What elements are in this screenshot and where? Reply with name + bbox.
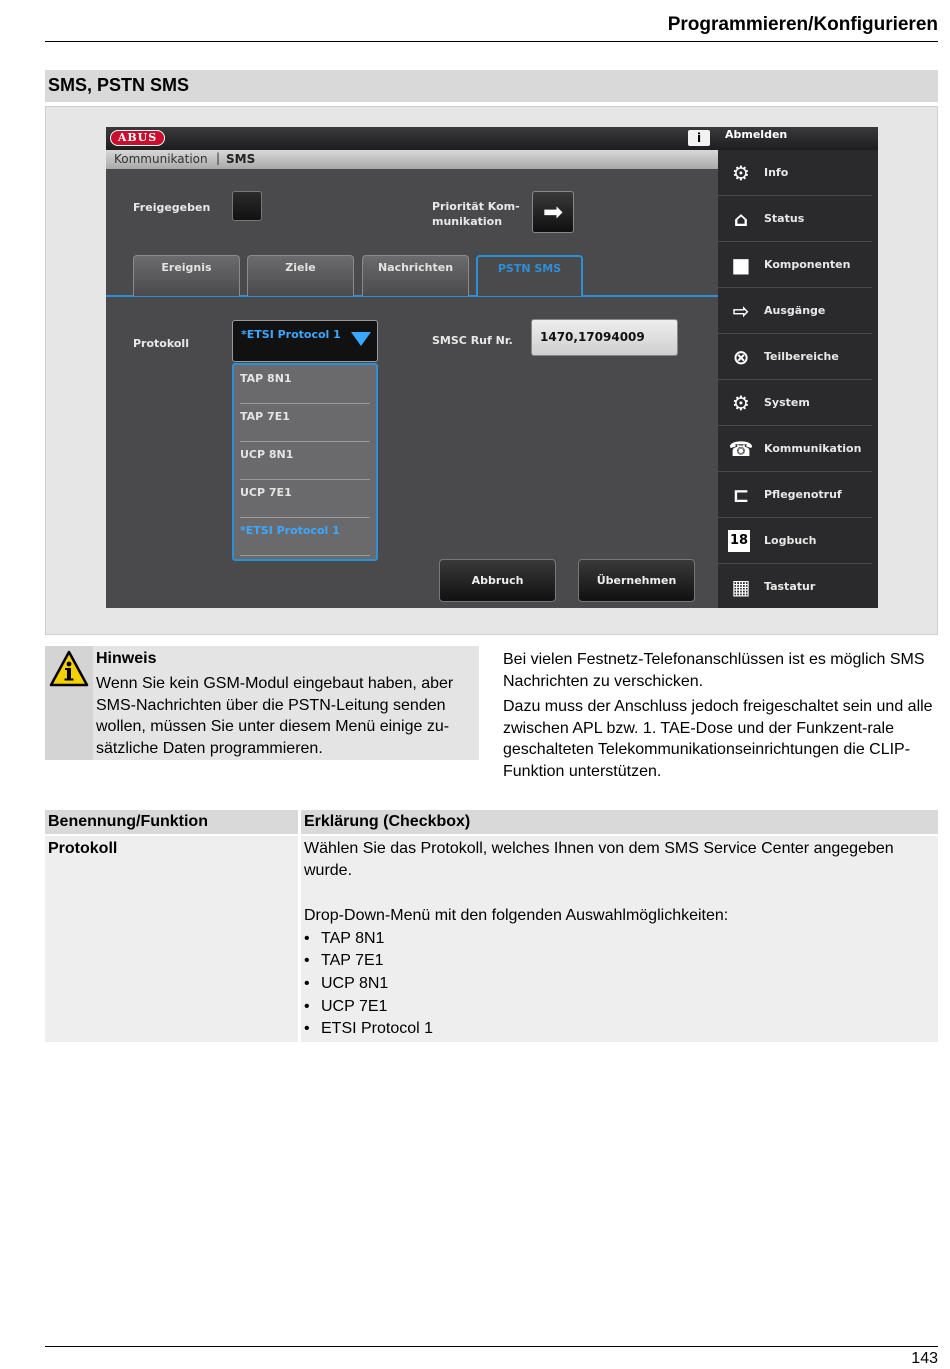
chapter-title: Programmieren/Konfigurieren bbox=[667, 14, 938, 35]
section-title-bar bbox=[45, 70, 938, 102]
sidebar-item-label: Ausgänge bbox=[764, 304, 826, 317]
bed-icon: ⊏ bbox=[732, 483, 750, 507]
tab-nachrichten[interactable]: Nachrichten bbox=[362, 255, 469, 296]
breadcrumb bbox=[106, 150, 718, 169]
abus-logo: ABUS bbox=[110, 130, 165, 146]
table-cell-explanation bbox=[301, 836, 938, 1042]
house-icon: ⌂ bbox=[733, 207, 749, 231]
sidebar-item-label: Info bbox=[764, 166, 789, 179]
sidebar-item-status[interactable] bbox=[718, 196, 872, 242]
square-icon: ■ bbox=[731, 253, 751, 277]
tab-pstn-sms[interactable]: PSTN SMS bbox=[476, 255, 583, 296]
priority-label: Priorität Kom- munikation bbox=[432, 200, 520, 228]
info-paragraph-2: Dazu muss der Anschluss jedoch freigeschaltet sein und alle zwischen APL bzw. 1. TAE-Dose und der Funkzent-rale geschalteten Telekommunikationseinrichtungen die CLIP-Funktion unterstützen. bbox=[503, 698, 933, 780]
smsc-number-input[interactable]: 1470,17094009 bbox=[531, 319, 678, 356]
apply-button[interactable]: Übernehmen bbox=[578, 559, 695, 602]
table-header-explanation: Erklärung (Checkbox) bbox=[301, 810, 938, 834]
calendar-icon: 18 bbox=[728, 530, 750, 552]
protocol-option-etsi-protocol-1[interactable]: *ETSI Protocol 1 bbox=[240, 518, 370, 556]
table-header-name: Benennung/Funktion bbox=[45, 810, 298, 834]
list-item: • TAP 7E1 bbox=[304, 950, 935, 973]
chevron-down-icon bbox=[351, 332, 371, 346]
list-item: • ETSI Protocol 1 bbox=[304, 1018, 935, 1041]
note-heading: Hinweis bbox=[96, 650, 157, 667]
sidebar-item-komponenten[interactable] bbox=[718, 242, 872, 288]
sidebar-item-kommunikation[interactable] bbox=[718, 426, 872, 472]
sidebar-item-label: Status bbox=[764, 212, 805, 225]
list-item: • TAP 8N1 bbox=[304, 928, 935, 951]
smsc-label: SMSC Ruf Nr. bbox=[432, 334, 513, 347]
sidebar-item-label: Kommunikation bbox=[764, 442, 862, 455]
protocol-select[interactable] bbox=[232, 320, 378, 362]
sidebar-item-logbuch[interactable] bbox=[718, 518, 872, 564]
protocol-selected-value: *ETSI Protocol 1 bbox=[241, 328, 341, 341]
sidebar-item-label: Komponenten bbox=[764, 258, 851, 271]
sidebar-item-label: System bbox=[764, 396, 810, 409]
tab-ereignis[interactable]: Ereignis bbox=[133, 255, 240, 296]
section-title: SMS, PSTN SMS bbox=[48, 75, 190, 95]
breadcrumb-current: SMS bbox=[226, 152, 256, 166]
sidebar-item-info[interactable] bbox=[718, 150, 872, 196]
info-paragraph-1: Bei vielen Festnetz-Telefonanschlüssen ist es möglich SMS Nachrichten zu verschicken. bbox=[503, 651, 925, 690]
sidebar-item-pflegenotruf[interactable] bbox=[718, 472, 872, 518]
note-icon-column bbox=[45, 646, 93, 760]
enabled-label: Freigegeben bbox=[133, 201, 211, 214]
table-row bbox=[45, 836, 938, 1042]
note-text: Wenn Sie kein GSM-Modul eingebaut haben, aber SMS-Nachrichten über die PSTN-Leitung senden wollen, müssen Sie unter diesem Menü einige zu-sätzliche Daten programmieren. bbox=[96, 675, 454, 757]
page-header bbox=[45, 12, 938, 42]
protocol-option-ucp-8n1[interactable]: UCP 8N1 bbox=[240, 442, 370, 480]
sidebar-item-label: Logbuch bbox=[764, 534, 817, 547]
page-number: 143 bbox=[911, 1350, 938, 1367]
sidebar-item-teilbereiche[interactable] bbox=[718, 334, 872, 380]
help-icon[interactable]: i bbox=[688, 130, 710, 146]
enabled-checkbox[interactable] bbox=[232, 191, 262, 221]
exit-arrow-icon: ⇨ bbox=[732, 299, 750, 323]
device-screenshot bbox=[106, 127, 878, 608]
breadcrumb-separator: | bbox=[216, 151, 221, 165]
explanation-text-2: Drop-Down-Menü mit den folgenden Auswahlmöglichkeiten: bbox=[304, 907, 729, 924]
sidebar-item-ausgaenge[interactable] bbox=[718, 288, 872, 334]
protocol-option-ucp-7e1[interactable]: UCP 7E1 bbox=[240, 480, 370, 518]
arrow-right-icon: ➡ bbox=[542, 198, 564, 226]
tab-ziele[interactable]: Ziele bbox=[247, 255, 354, 296]
footer-rule bbox=[45, 1346, 938, 1347]
protocol-options-list bbox=[304, 928, 935, 1042]
breadcrumb-parent[interactable]: Kommunikation bbox=[114, 152, 208, 166]
device-topbar bbox=[106, 127, 878, 150]
priority-arrow-button[interactable] bbox=[532, 191, 574, 233]
sidebar-item-label: Pflegenotruf bbox=[764, 488, 842, 501]
explanation-text-1: Wählen Sie das Protokoll, welches Ihnen von dem SMS Service Center angegeben wurde. bbox=[304, 840, 894, 879]
protocol-label: Protokoll bbox=[133, 337, 189, 350]
gears-icon: ⚙ bbox=[732, 391, 750, 415]
list-item: • UCP 7E1 bbox=[304, 996, 935, 1019]
sidebar-item-label: Tastatur bbox=[764, 580, 816, 593]
keypad-icon: ▦ bbox=[731, 575, 751, 599]
info-text bbox=[503, 649, 938, 786]
list-item: • UCP 8N1 bbox=[304, 973, 935, 996]
protocol-dropdown-list bbox=[232, 363, 378, 561]
table-header-row bbox=[45, 810, 938, 834]
table-cell-name: Protokoll bbox=[45, 836, 298, 1042]
logout-button[interactable]: Abmelden bbox=[725, 128, 788, 141]
gears-icon: ⚙ bbox=[732, 161, 750, 185]
telephone-icon: ☎ bbox=[728, 437, 754, 461]
sections-icon: ⊗ bbox=[732, 345, 750, 369]
hinweis-box bbox=[45, 646, 479, 760]
protocol-option-tap-7e1[interactable]: TAP 7E1 bbox=[240, 404, 370, 442]
cancel-button[interactable]: Abbruch bbox=[439, 559, 556, 602]
sidebar-item-system[interactable] bbox=[718, 380, 872, 426]
device-sidebar bbox=[718, 150, 878, 608]
sidebar-item-tastatur[interactable] bbox=[718, 564, 872, 608]
sidebar-item-label: Teilbereiche bbox=[764, 350, 839, 363]
protocol-option-tap-8n1[interactable]: TAP 8N1 bbox=[240, 366, 370, 404]
warning-info-icon bbox=[49, 650, 89, 688]
